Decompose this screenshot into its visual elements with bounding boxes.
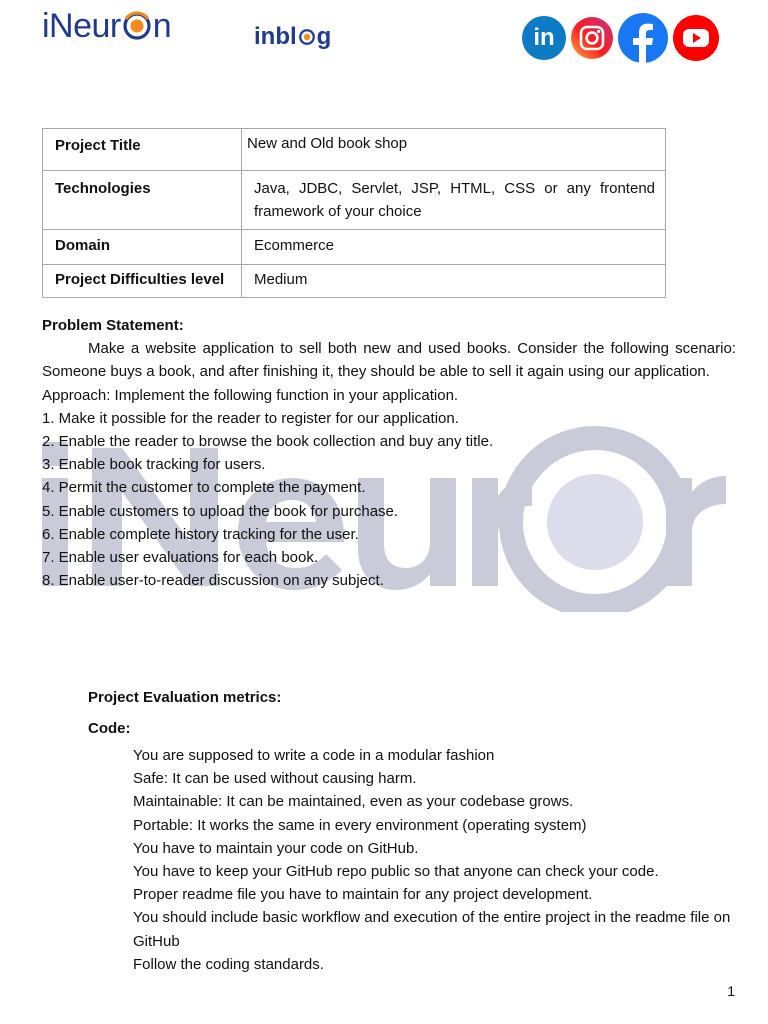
table-row xyxy=(43,230,666,265)
list-item: Follow the coding standards. xyxy=(133,955,324,973)
list-item: Proper readme file you have to maintain for any project development. xyxy=(133,886,593,904)
list-item: 2. Enable the reader to browse the book collection and buy any title. xyxy=(42,433,494,451)
list-item: 4. Permit the customer to complete the payment. xyxy=(42,479,366,497)
list-item: 6. Enable complete history tracking for the user. xyxy=(42,525,359,543)
ineuron-logo-text-b: n xyxy=(152,7,172,45)
list-item: Maintainable: It can be maintained, even as your codebase grows. xyxy=(133,793,574,811)
youtube-glyph-icon xyxy=(672,14,720,62)
approach-text: Approach: Implement the following function in your application. xyxy=(42,386,459,404)
project-info-table xyxy=(42,128,666,298)
table-key: Technologies xyxy=(43,171,242,230)
list-item: Portable: It works the same in every environment (operating system) xyxy=(133,816,587,834)
table-row xyxy=(43,129,666,171)
table-row xyxy=(43,265,666,298)
table-value: New and Old book shop xyxy=(242,129,666,171)
problem-statement-section xyxy=(42,314,736,592)
table-value: Ecommerce xyxy=(242,230,666,265)
list-item: Safe: It can be used without causing harm. xyxy=(133,770,417,788)
ineuron-logo-text-a: iNeur xyxy=(42,7,121,45)
evaluation-section xyxy=(88,686,736,976)
table-value: Medium xyxy=(242,265,666,298)
inblog-logo-text-a: inbl xyxy=(254,23,297,50)
table-key: Domain xyxy=(43,230,242,265)
social-links xyxy=(522,16,720,63)
list-item: 1. Make it possible for the reader to register for our application. xyxy=(42,409,459,427)
table-key: Project Difficulties level xyxy=(43,265,242,298)
instagram-icon[interactable] xyxy=(570,16,614,60)
list-item: 7. Enable user evaluations for each book. xyxy=(42,549,319,567)
code-metrics-list xyxy=(88,744,736,976)
inblog-logo xyxy=(254,20,331,54)
linkedin-icon-text: in xyxy=(533,24,555,51)
problem-statement-heading: Problem Statement: xyxy=(42,317,184,334)
youtube-icon[interactable] xyxy=(672,14,720,62)
code-heading: Code: xyxy=(88,720,131,737)
list-item: 8. Enable user-to-reader discussion on any subject. xyxy=(42,572,384,590)
linkedin-icon[interactable] xyxy=(522,16,566,60)
instagram-glyph-icon xyxy=(570,16,614,60)
list-item: 3. Enable book tracking for users. xyxy=(42,456,266,474)
ineuron-o-mark-icon xyxy=(122,11,152,41)
evaluation-heading: Project Evaluation metrics: xyxy=(88,689,282,706)
table-row xyxy=(43,171,666,230)
facebook-glyph-icon xyxy=(618,13,668,63)
list-item: You have to maintain your code on GitHub. xyxy=(133,839,419,857)
inblog-o-mark-icon xyxy=(298,28,316,46)
ineuron-logo xyxy=(42,4,171,48)
list-item: You should include basic workflow and execution of the entire project in the readme file on GitHub xyxy=(133,909,731,950)
list-item: You have to keep your GitHub repo public so that anyone can check your code. xyxy=(133,863,659,881)
list-item: You are supposed to write a code in a modular fashion xyxy=(133,747,495,764)
inblog-logo-text-b: g xyxy=(316,23,332,50)
table-value: Java, JDBC, Servlet, JSP, HTML, CSS or any frontend framework of your choice xyxy=(242,171,666,230)
problem-paragraph: Make a website application to sell both new and used books. Consider the following scenario: Someone buys a book, and after finishing it, they should be able to sell it again using our application. xyxy=(42,340,736,381)
page-number: 1 xyxy=(727,983,735,999)
table-key: Project Title xyxy=(43,129,242,171)
list-item: 5. Enable customers to upload the book for purchase. xyxy=(42,502,399,520)
facebook-icon[interactable] xyxy=(618,13,668,63)
